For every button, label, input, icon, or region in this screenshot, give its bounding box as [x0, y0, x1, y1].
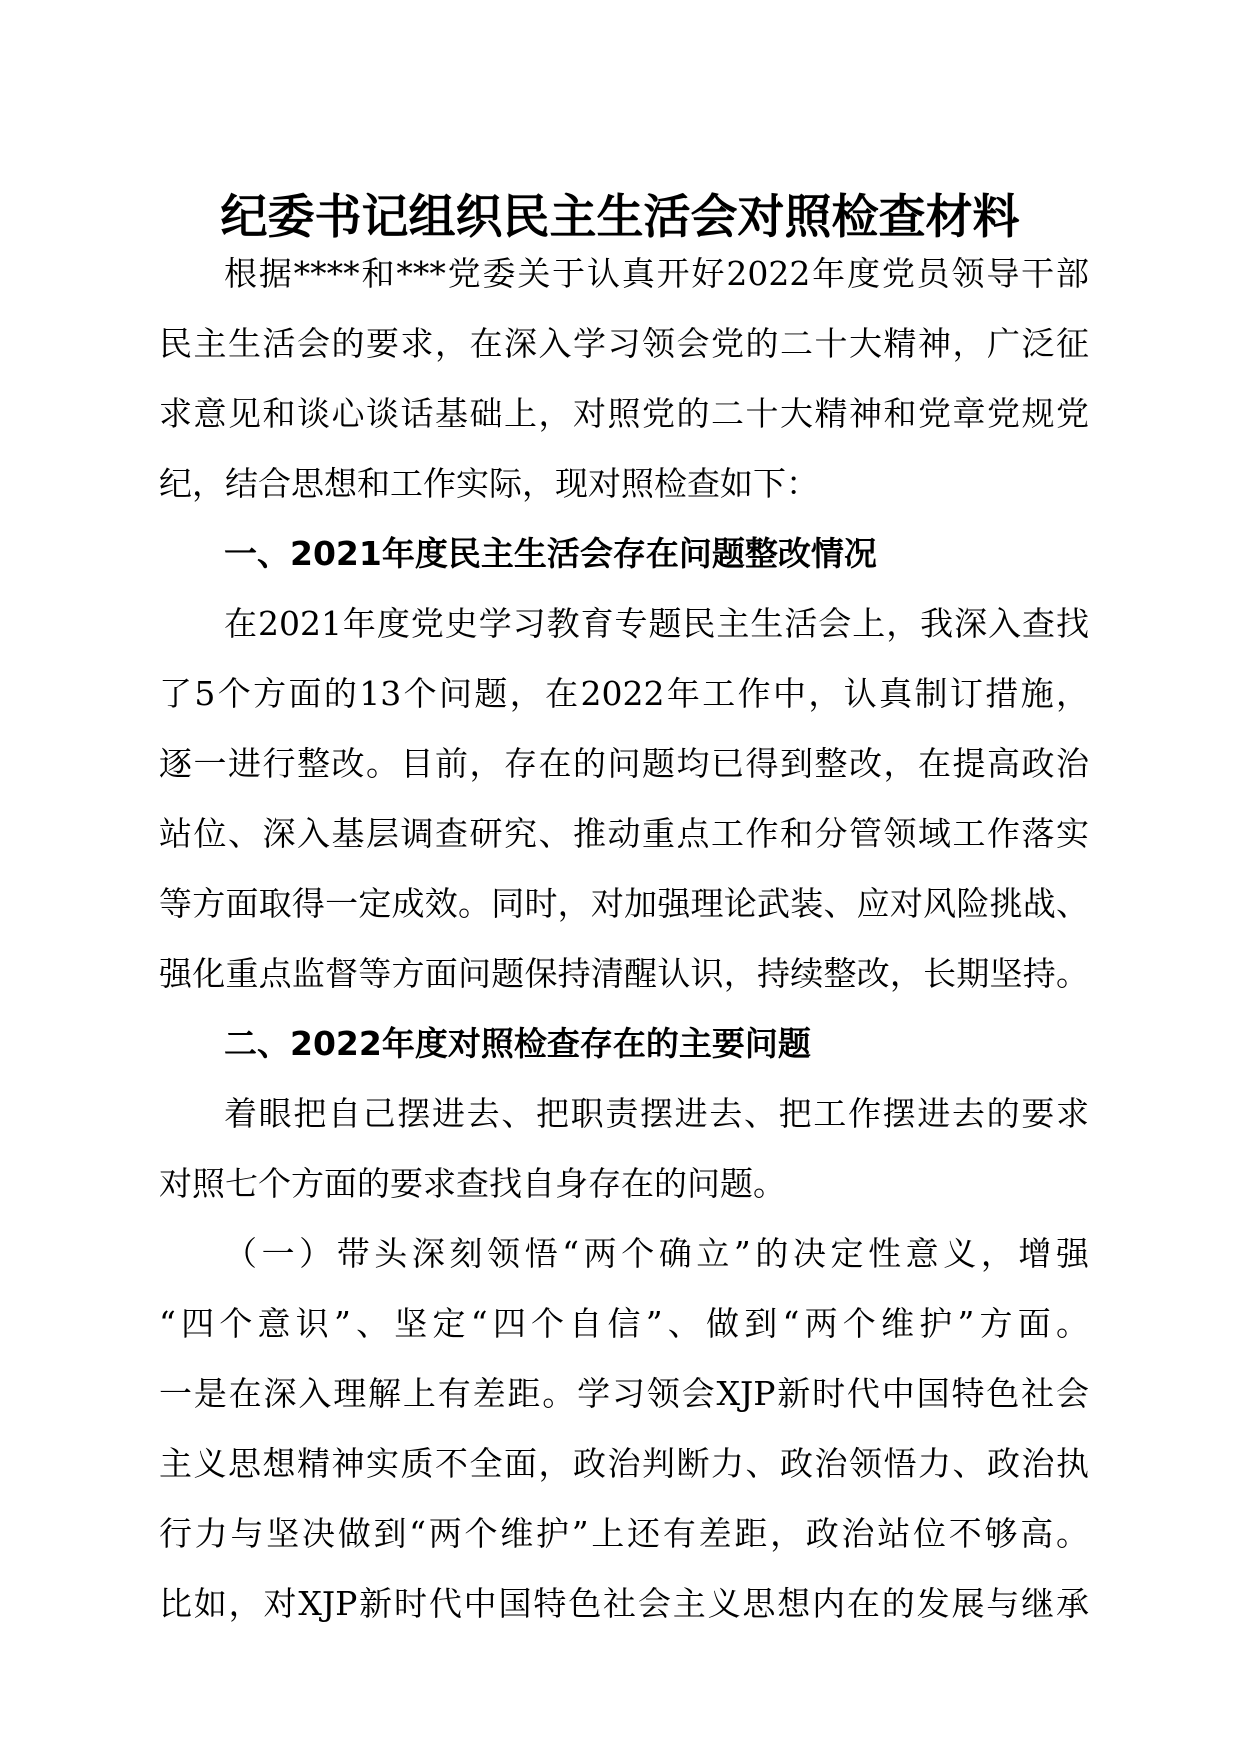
- paragraph-line: 行力与坚决做到“两个维护”上还有差距，政治站位不够高。: [159, 1514, 1089, 1553]
- paragraph-line: 站位、深入基层调查研究、推动重点工作和分管领域工作落实: [159, 814, 1089, 853]
- paragraph-line: 一是在深入理解上有差距。学习领会XJP新时代中国特色社会: [159, 1374, 1089, 1413]
- paragraph-line: 民主生活会的要求，在深入学习领会党的二十大精神，广泛征: [159, 324, 1089, 363]
- paragraph-line: 根据****和***党委关于认真开好2022年度党员领导干部: [224, 254, 1089, 293]
- paragraph-line: 纪，结合思想和工作实际，现对照检查如下：: [159, 464, 819, 503]
- paragraph-line: 在2021年度党史学习教育专题民主生活会上，我深入查找: [224, 604, 1089, 643]
- paragraph-line: 比如，对XJP新时代中国特色社会主义思想内在的发展与继承: [159, 1584, 1089, 1623]
- paragraph-line: 了5个方面的13个问题，在2022年工作中，认真制订措施，: [159, 674, 1089, 713]
- paragraph-line: 求意见和谈心谈话基础上，对照党的二十大精神和党章党规党: [159, 394, 1089, 433]
- document-title: 纪委书记组织民主生活会对照检查材料: [220, 190, 1020, 245]
- paragraph-line: 着眼把自己摆进去、把职责摆进去、把工作摆进去的要求: [224, 1094, 1089, 1133]
- paragraph-line: “四个意识”、坚定“四个自信”、做到“两个维护”方面。: [159, 1304, 1089, 1343]
- paragraph-line: （一）带头深刻领悟“两个确立”的决定性意义，增强: [224, 1234, 1089, 1273]
- paragraph-line: 对照七个方面的要求查找自身存在的问题。: [159, 1164, 786, 1203]
- paragraph-line: 等方面取得一定成效。同时，对加强理论武装、应对风险挑战、: [159, 884, 1089, 923]
- section-heading: 二、2022年度对照检查存在的主要问题: [224, 1024, 811, 1063]
- section-heading: 一、2021年度民主生活会存在问题整改情况: [224, 534, 877, 573]
- paragraph-line: 强化重点监督等方面问题保持清醒认识，持续整改，长期坚持。: [159, 954, 1089, 993]
- paragraph-line: 逐一进行整改。目前，存在的问题均已得到整改，在提高政治: [159, 744, 1089, 783]
- paragraph-line: 主义思想精神实质不全面，政治判断力、政治领悟力、政治执: [159, 1444, 1089, 1483]
